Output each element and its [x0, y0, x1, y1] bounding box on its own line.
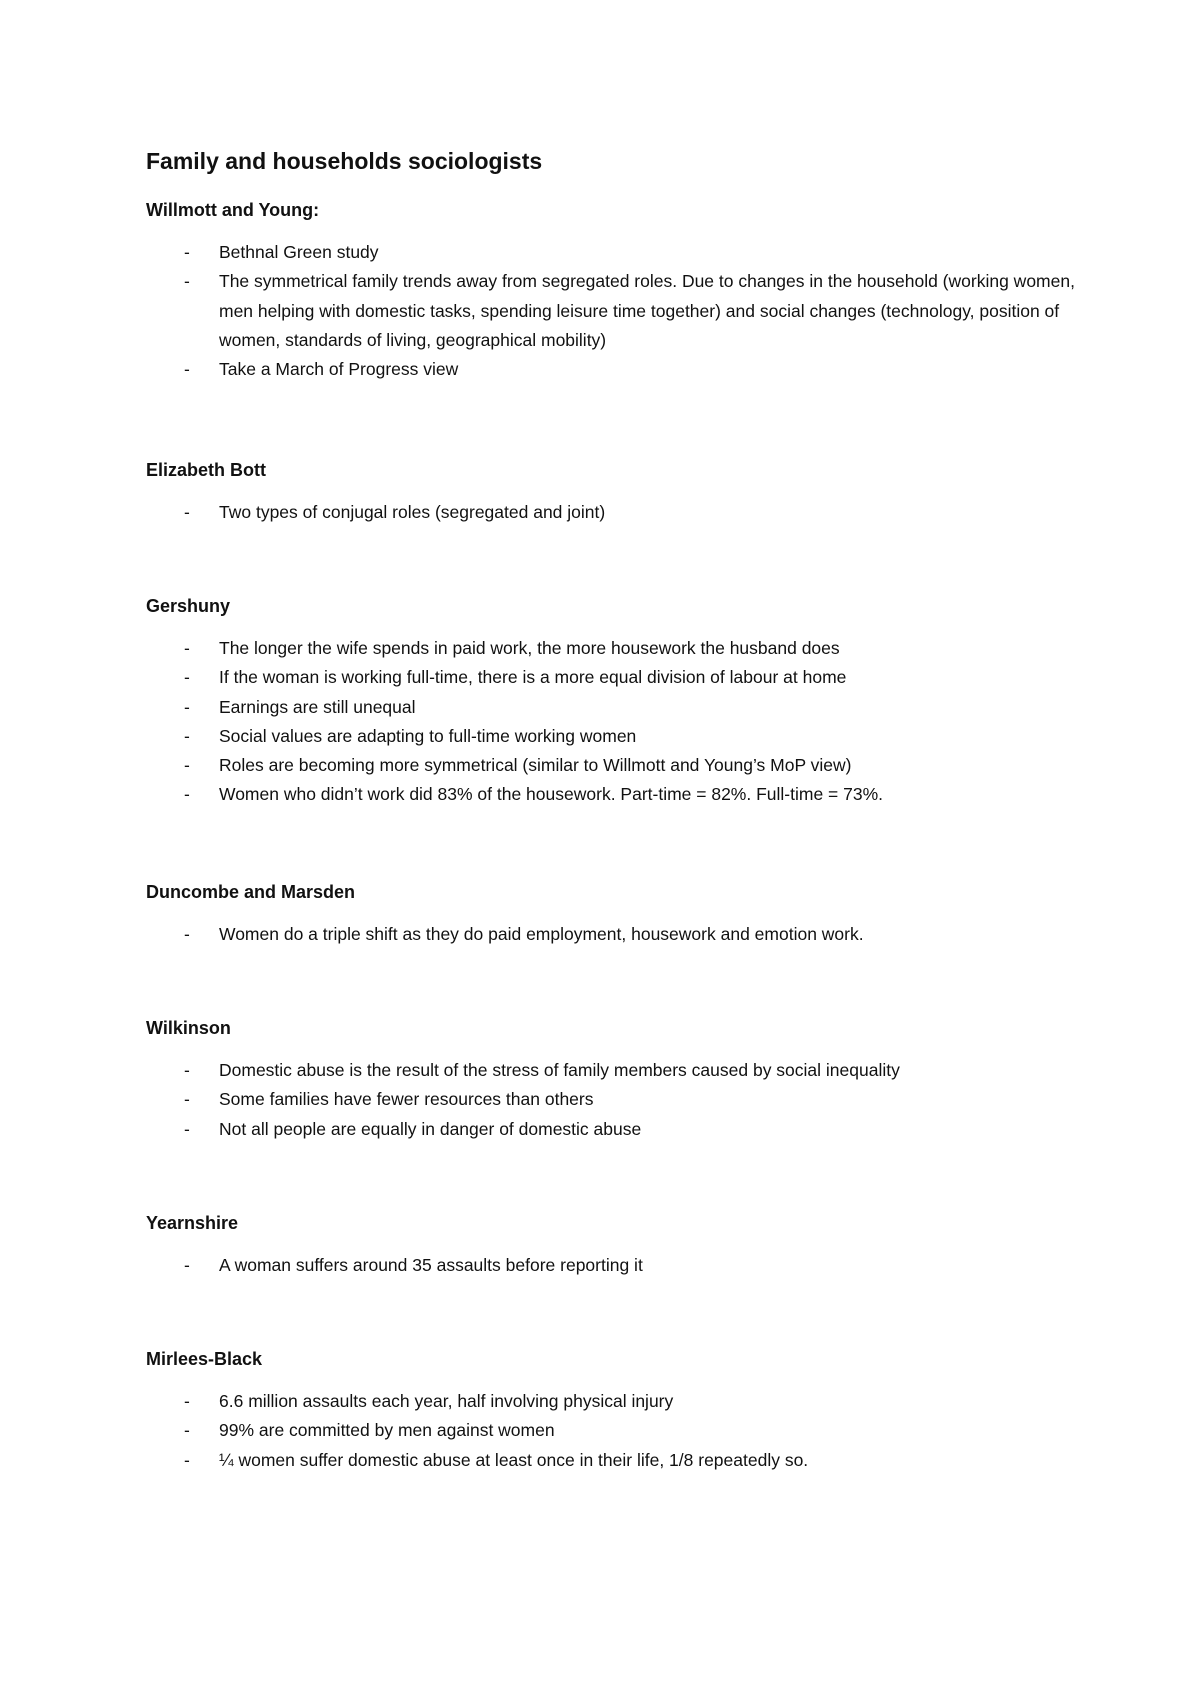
section-heading: Gershuny — [146, 596, 231, 616]
list-item-text: 6.6 million assaults each year, half involving physical injury — [219, 1391, 674, 1411]
bullet-list — [146, 1387, 1086, 1475]
list-item — [146, 498, 1079, 527]
list-item-text: The longer the wife spends in paid work, the more housework the husband does — [219, 638, 840, 658]
list-item — [146, 634, 1079, 663]
list-item-text: Women do a triple shift as they do paid employment, housework and emotion work. — [219, 924, 864, 944]
list-item — [146, 693, 1079, 722]
bullet-dash: - — [184, 784, 190, 805]
list-item-text: 99% are committed by men against women — [219, 1420, 555, 1441]
list-item-text: The symmetrical family trends away from segregated roles. Due to changes in the household (working women, men helping with domestic tasks, spending leisure time together) and social changes (technology, position of women, standards of living, geographical mobility) — [219, 271, 1075, 350]
list-item — [146, 238, 1079, 267]
bullet-dash: - — [184, 1118, 190, 1139]
section-gershuny — [146, 592, 1086, 810]
list-item-text: Earnings are still unequal — [219, 696, 416, 717]
list-item — [146, 355, 1079, 384]
bullet-dash: - — [184, 1449, 190, 1470]
section-heading: Willmott and Young: — [146, 200, 320, 220]
bullet-dash: - — [184, 359, 190, 380]
list-item-text: Women who didn’t work did 83% of the housework. Part-time = 82%. Full-time = 73%. — [219, 784, 884, 805]
bullet-dash: - — [184, 1255, 190, 1275]
list-item — [146, 722, 1079, 751]
list-item — [146, 663, 1079, 692]
list-item — [146, 780, 1079, 809]
bullet-list — [146, 920, 1086, 949]
list-item-text: Some families have fewer resources than others — [219, 1089, 594, 1110]
list-item-text: Social values are adapting to full-time working women — [219, 725, 637, 746]
list-item — [146, 1115, 1079, 1144]
list-item — [146, 267, 1079, 355]
bullet-dash: - — [184, 638, 190, 658]
bullet-list — [146, 1056, 1086, 1144]
section-heading: Duncombe and Marsden — [146, 882, 356, 902]
list-item-text: Take a March of Progress view — [219, 359, 459, 380]
section-duncombe-marsden — [146, 878, 1086, 949]
section-heading: Mirlees-Black — [146, 1349, 263, 1369]
list-item — [146, 1056, 1079, 1085]
list-item — [146, 1446, 1079, 1475]
list-item-text: Roles are becoming more symmetrical (similar to Willmott and Young’s MoP view) — [219, 755, 852, 776]
bullet-list — [146, 1251, 1086, 1280]
list-item — [146, 1251, 1079, 1280]
bullet-dash: - — [184, 924, 190, 944]
bullet-dash: - — [184, 1391, 190, 1411]
list-item — [146, 1416, 1079, 1445]
list-item — [146, 920, 1079, 949]
list-item-text: Domestic abuse is the result of the stress of family members caused by social inequality — [219, 1060, 900, 1080]
section-wilkinson — [146, 1014, 1086, 1144]
list-item — [146, 1085, 1079, 1114]
bullet-list — [146, 634, 1086, 810]
list-item-text: Not all people are equally in danger of domestic abuse — [219, 1118, 642, 1139]
bullet-list — [146, 238, 1086, 384]
list-item-text: If the woman is working full-time, there is a more equal division of labour at home — [219, 667, 847, 688]
list-item-text: ¼ women suffer domestic abuse at least once in their life, 1/8 repeatedly so. — [219, 1449, 809, 1470]
section-heading: Elizabeth Bott — [146, 460, 266, 480]
list-item — [146, 1387, 1079, 1416]
bullet-list — [146, 498, 1086, 527]
bullet-dash: - — [184, 755, 190, 776]
bullet-dash: - — [184, 242, 190, 262]
section-mirlees-black — [146, 1345, 1086, 1475]
list-item-text: Two types of conjugal roles (segregated and joint) — [219, 502, 606, 522]
bullet-dash: - — [184, 1089, 190, 1110]
section-elizabeth-bott — [146, 456, 1086, 527]
section-willmott-young — [146, 196, 1086, 384]
bullet-dash: - — [184, 667, 190, 688]
bullet-dash: - — [184, 696, 190, 717]
section-heading: Wilkinson — [146, 1018, 231, 1038]
bullet-dash: - — [184, 271, 190, 292]
bullet-dash: - — [184, 502, 190, 522]
bullet-dash: - — [184, 725, 190, 746]
bullet-dash: - — [184, 1060, 190, 1080]
document-title: Family and households sociologists — [146, 148, 543, 174]
list-item-text: Bethnal Green study — [219, 242, 379, 262]
list-item — [146, 751, 1079, 780]
section-yearnshire — [146, 1209, 1086, 1280]
bullet-dash: - — [184, 1420, 190, 1441]
list-item-text: A woman suffers around 35 assaults before reporting it — [219, 1255, 643, 1275]
section-heading: Yearnshire — [146, 1213, 239, 1233]
